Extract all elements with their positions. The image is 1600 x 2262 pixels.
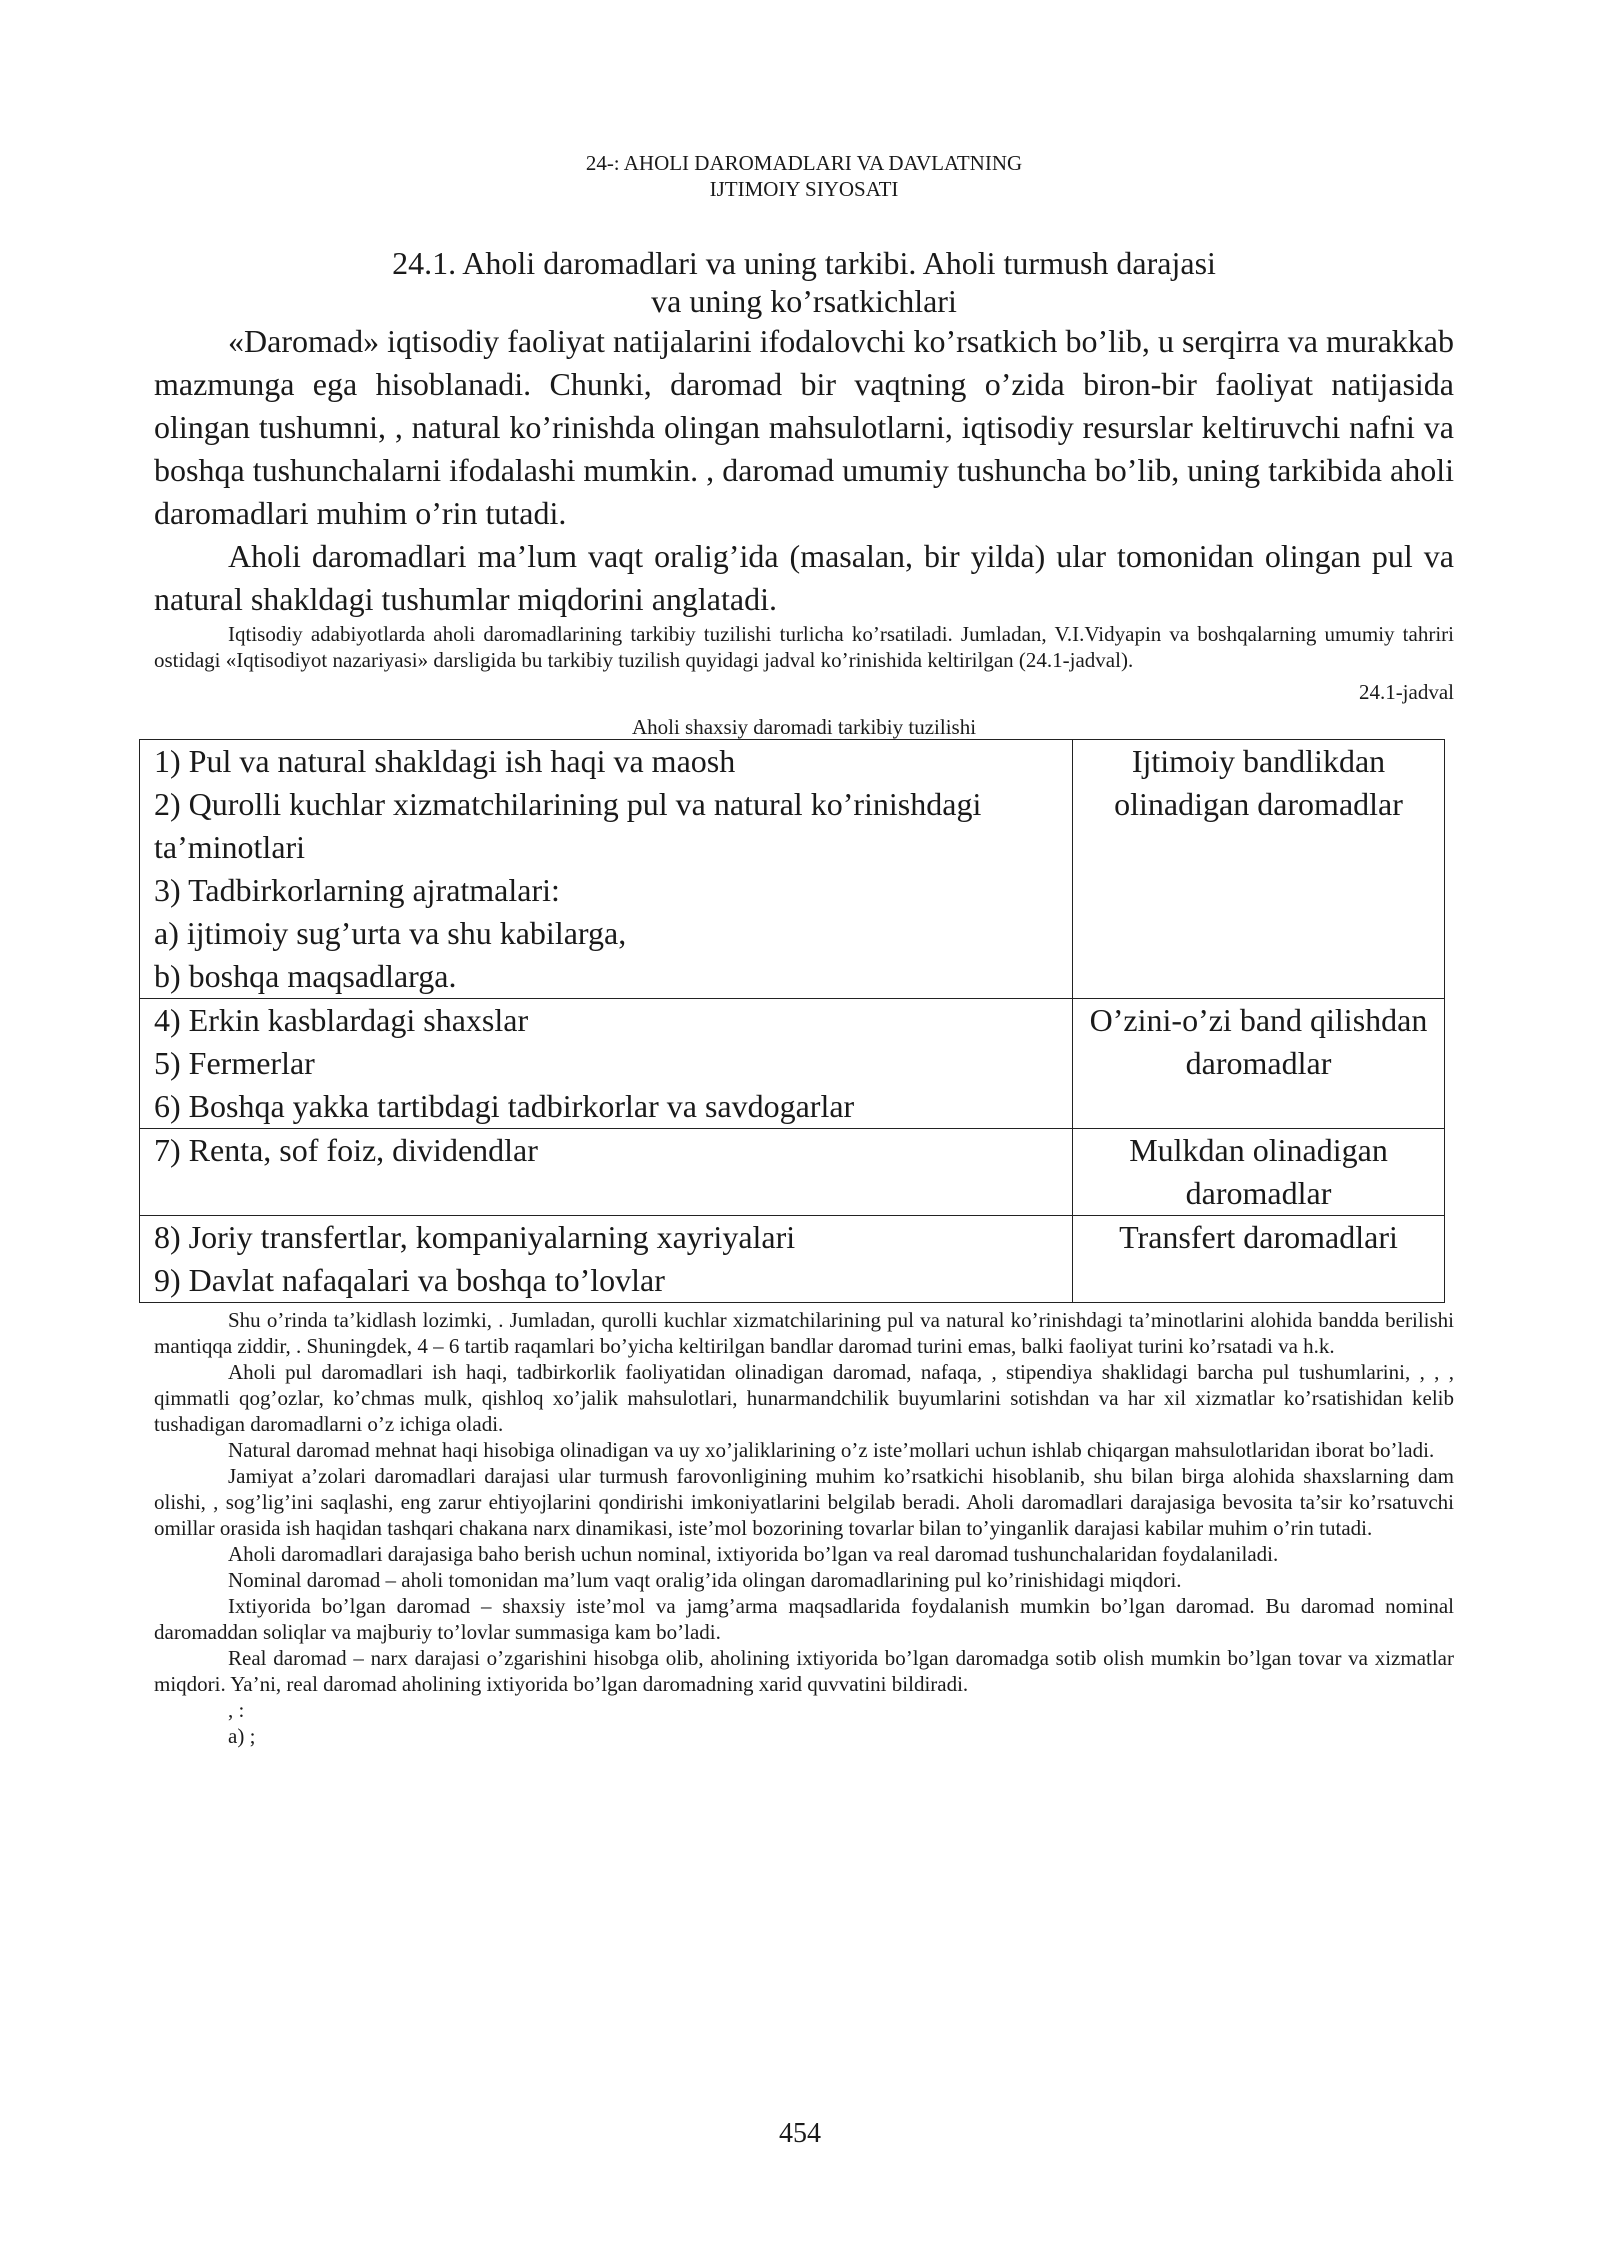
chapter-title	[154, 150, 1454, 202]
table-item: 1) Pul va natural shakldagi ish haqi va maosh	[154, 743, 736, 779]
income-structure-table	[139, 739, 1445, 1303]
after-table-text	[154, 1307, 1454, 1749]
chapter-title-line-1: 24-: AHOLI DAROMADLARI VA DAVLATNING	[585, 151, 1023, 175]
table-item: 9) Davlat nafaqalari va boshqa to’lovlar	[154, 1262, 665, 1298]
table-cell-category: Mulkdan olinadigan daromadlar	[1073, 1129, 1445, 1216]
table-item: 4) Erkin kasblardagi shaxslar	[154, 1002, 529, 1038]
body-paragraph: Natural daromad mehnat haqi hisobiga olinadigan va uy xo’jaliklarining o’z iste’mollari uchun ishlab chiqargan mahsulotlaridan iborat bo’ladi.	[228, 1438, 1435, 1462]
table-item: 2) Qurolli kuchlar xizmatchilarining pul va natural ko’rinishdagi ta’minotlari	[154, 786, 982, 865]
table-row	[140, 740, 1445, 999]
table-cell-category: O’zini-o’zi band qilishdan daromadlar	[1073, 999, 1445, 1129]
intro-paragraph-1: «Daromad» iqtisodiy faoliyat natijalarini ifodalovchi ko’rsatkich bo’lib, u serqirra va murakkab mazmunga ega hisoblanadi. Chunki, daromad bir vaqtning o’zida biron-bir faoliyat natijasida olingan tushumni, , natural ko’rinishda olingan mahsulotlarni, iqtisodiy resurslar keltiruvchi nafni va boshqa tushunchalarni ifodalashi mumkin. , daromad umumiy tushuncha bo’lib, uning tarkibida aholi daromadlari muhim o’rin tutadi.	[154, 323, 1454, 531]
table-item: 8) Joriy transfertlar, kompaniyalarning xayriyalari	[154, 1219, 796, 1255]
body-paragraph: Shu o’rinda ta’kidlash lozimki, . Jumladan, qurolli kuchlar xizmatchilarining pul va natural ko’rinishdagi ta’minotlarini alohida bandda berilishi mantiqqa ziddir, . Shuningdek, 4 – 6 tartib raqamlari bo’yicha keltirilgan bandlar daromad turini emas, balki faoliyat turini ko’rsatadi va h.k.	[154, 1308, 1454, 1358]
body-paragraph: , :	[228, 1698, 245, 1722]
chapter-title-line-2: IJTIMOIY SIYOSATI	[709, 177, 899, 201]
body-paragraph: Nominal daromad – aholi tomonidan ma’lum vaqt oralig’ida olingan daromadlarining pul ko’rinishidagi miqdori.	[228, 1568, 1182, 1592]
table-row	[140, 1216, 1445, 1303]
body-paragraph: Aholi pul daromadlari ish haqi, tadbirkorlik faoliyatidan olinadigan daromad, nafaqa, , stipendiya shaklidagi barcha pul tushumlarini, , , , qimmatli qog’ozlar, ko’chmas mulk, qishloq xo’jalik mahsulotlari, hunarmandchilik buyumlarini sotishdan va har xil xizmatlar ko’rsatishidan kelib tushadigan daromadlarni o’z ichiga oladi.	[154, 1360, 1454, 1436]
table-row	[140, 999, 1445, 1129]
table-cell-items	[140, 1216, 1073, 1303]
body-paragraph: Ixtiyorida bo’lgan daromad – shaxsiy iste’mol va jamg’arma maqsadlarida foydalanish mumkin bo’lgan daromad. Bu daromad nominal daromaddan soliqlar va majburiy to’lovlar summasiga kam bo’ladi.	[154, 1594, 1454, 1644]
table-row	[140, 1129, 1445, 1216]
table-item: 7) Renta, sof foiz, dividendlar	[154, 1132, 538, 1168]
pre-table-paragraph: Iqtisodiy adabiyotlarda aholi daromadlarining tarkibiy tuzilishi turlicha ko’rsatiladi. Jumladan, V.I.Vidyapin va boshqalarning umumiy tahriri ostidagi «Iqtisodiyot nazariyasi» darsligida bu tarkibiy tuzilish quyidagi jadval ko’rinishida keltirilgan (24.1-jadval).	[154, 622, 1454, 672]
section-title	[154, 244, 1454, 320]
table-number: 24.1-jadval	[1358, 680, 1454, 704]
table-cell-items	[140, 999, 1073, 1129]
table-item: a) ijtimoiy sug’urta va shu kabilarga,	[154, 915, 627, 951]
body-paragraph: Aholi daromadlari darajasiga baho berish uchun nominal, ixtiyorida bo’lgan va real daromad tushunchalaridan foydalaniladi.	[228, 1542, 1279, 1566]
table-caption: Aholi shaxsiy daromadi tarkibiy tuzilishi	[631, 715, 977, 739]
body-paragraph: Real daromad – narx darajasi o’zgarishini hisobga olib, aholining ixtiyorida bo’lgan daromadga sotib olish mumkin bo’lgan tovar va xizmatlar miqdori. Ya’ni, real daromad aholining ixtiyorida bo’lgan daromadning xarid quvvatini bildiradi.	[154, 1646, 1454, 1696]
table-item: 6) Boshqa yakka tartibdagi tadbirkorlar va savdogarlar	[154, 1088, 855, 1124]
section-title-line-2: va uning ko’rsatkichlari	[651, 283, 957, 319]
body-paragraph: Jamiyat a’zolari daromadlari darajasi ular turmush farovonligining muhim ko’rsatkichi hisoblanib, shu bilan birga alohida shaxslarning dam olishi, , sog’lig’ini saqlashi, eng zarur ehtiyojlarini qondirishi imkoniyatlarini belgilab beradi. Aholi daromadlari darajasiga bevosita ta’sir ko’rsatuvchi omillar orasida ish haqidan tashqari chakana narx dinamikasi, iste’mol bozorining tovarlar bilan to’yinganlik darajasi kabilar muhim o’rin tutadi.	[154, 1464, 1454, 1540]
body-paragraph: a) ;	[228, 1724, 256, 1748]
table-cell-items	[140, 740, 1073, 999]
table-cell-items	[140, 1129, 1073, 1216]
table-item: b) boshqa maqsadlarga.	[154, 958, 457, 994]
section-title-line-1: 24.1. Aholi daromadlari va uning tarkibi. Aholi turmush darajasi	[392, 245, 1216, 281]
table-item: 3) Tadbirkorlarning ajratmalari:	[154, 872, 560, 908]
intro-paragraph-2: Aholi daromadlari ma’lum vaqt oralig’ida (masalan, bir yilda) ular tomonidan olingan pul va natural shakldagi tushumlar miqdorini anglatadi.	[154, 538, 1454, 617]
table-item: 5) Fermerlar	[154, 1045, 315, 1081]
table-cell-category: Ijtimoiy bandlikdan olinadigan daromadlar	[1073, 740, 1445, 999]
document-page	[154, 150, 1454, 1749]
table-cell-category: Transfert daromadlari	[1073, 1216, 1445, 1303]
page-number: 454	[779, 2118, 821, 2149]
